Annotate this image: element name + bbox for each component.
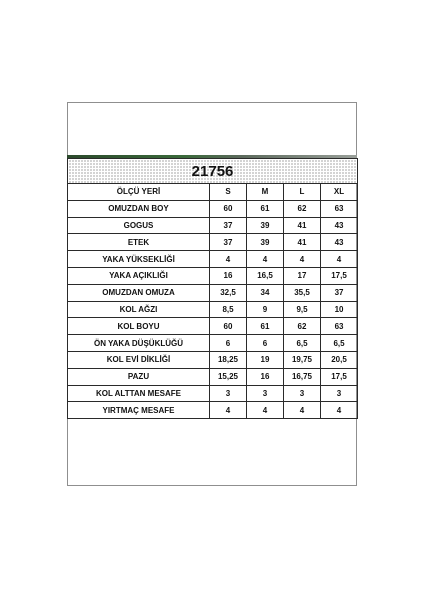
size-value-cell: 6,5 [321, 335, 358, 352]
size-value-cell: 39 [247, 217, 284, 234]
size-value-cell: 9 [247, 301, 284, 318]
table-row [68, 284, 358, 301]
size-value-cell: 17,5 [321, 267, 358, 284]
title-row [68, 159, 358, 184]
size-value-cell: 4 [321, 402, 358, 419]
table-row [68, 251, 358, 268]
row-label: YAKA YÜKSEKLİĞİ [68, 251, 210, 268]
size-value-cell: 39 [247, 234, 284, 251]
size-value-cell: 37 [210, 234, 247, 251]
table-row [68, 234, 358, 251]
size-value-cell: 17,5 [321, 368, 358, 385]
size-value-cell: 4 [210, 402, 247, 419]
size-value-cell: 60 [210, 318, 247, 335]
row-label: PAZU [68, 368, 210, 385]
size-value-cell: 61 [247, 200, 284, 217]
table-row [68, 351, 358, 368]
row-label: ÖN YAKA DÜŞÜKLÜĞÜ [68, 335, 210, 352]
table-row [68, 200, 358, 217]
row-label: OMUZDAN BOY [68, 200, 210, 217]
row-label: KOL ALTTAN MESAFE [68, 385, 210, 402]
row-label: KOL EVİ DİKLİĞİ [68, 351, 210, 368]
size-value-cell: 35,5 [284, 284, 321, 301]
header-cell-measure: ÖLÇÜ YERİ [68, 184, 210, 201]
size-value-cell: 34 [247, 284, 284, 301]
size-value-cell: 60 [210, 200, 247, 217]
size-value-cell: 17 [284, 267, 321, 284]
product-code: 21756 [68, 159, 358, 184]
size-value-cell: 41 [284, 217, 321, 234]
size-value-cell: 32,5 [210, 284, 247, 301]
table-row [68, 402, 358, 419]
row-label: ETEK [68, 234, 210, 251]
size-value-cell: 8,5 [210, 301, 247, 318]
header-cell-l: L [284, 184, 321, 201]
row-label: KOL AĞZI [68, 301, 210, 318]
header-cell-xl: XL [321, 184, 358, 201]
row-label: KOL BOYU [68, 318, 210, 335]
size-value-cell: 4 [210, 251, 247, 268]
size-value-cell: 4 [247, 251, 284, 268]
table-row [68, 217, 358, 234]
size-value-cell: 4 [247, 402, 284, 419]
size-value-cell: 4 [321, 251, 358, 268]
table-row [68, 335, 358, 352]
size-value-cell: 3 [321, 385, 358, 402]
size-value-cell: 6 [210, 335, 247, 352]
size-value-cell: 16 [210, 267, 247, 284]
size-value-cell: 16 [247, 368, 284, 385]
size-value-cell: 19,75 [284, 351, 321, 368]
header-row [68, 184, 358, 201]
table-row [68, 368, 358, 385]
row-label: GOGUS [68, 217, 210, 234]
size-value-cell: 10 [321, 301, 358, 318]
header-cell-m: M [247, 184, 284, 201]
table-row [68, 267, 358, 284]
size-value-cell: 43 [321, 234, 358, 251]
size-value-cell: 43 [321, 217, 358, 234]
size-value-cell: 37 [321, 284, 358, 301]
table-row [68, 318, 358, 335]
size-value-cell: 3 [284, 385, 321, 402]
size-value-cell: 3 [210, 385, 247, 402]
size-value-cell: 61 [247, 318, 284, 335]
size-value-cell: 62 [284, 200, 321, 217]
size-value-cell: 20,5 [321, 351, 358, 368]
size-value-cell: 19 [247, 351, 284, 368]
table-row [68, 301, 358, 318]
size-value-cell: 16,75 [284, 368, 321, 385]
size-value-cell: 4 [284, 251, 321, 268]
size-value-cell: 37 [210, 217, 247, 234]
header-cell-s: S [210, 184, 247, 201]
size-value-cell: 41 [284, 234, 321, 251]
row-label: OMUZDAN OMUZA [68, 284, 210, 301]
row-label: YAKA AÇIKLIĞI [68, 267, 210, 284]
size-value-cell: 63 [321, 318, 358, 335]
size-value-cell: 16,5 [247, 267, 284, 284]
size-value-cell: 9,5 [284, 301, 321, 318]
size-value-cell: 4 [284, 402, 321, 419]
size-value-cell: 15,25 [210, 368, 247, 385]
size-value-cell: 6,5 [284, 335, 321, 352]
size-value-cell: 3 [247, 385, 284, 402]
size-chart-table [67, 158, 358, 419]
size-value-cell: 62 [284, 318, 321, 335]
row-label: YIRTMAÇ MESAFE [68, 402, 210, 419]
table-row [68, 385, 358, 402]
size-value-cell: 6 [247, 335, 284, 352]
size-value-cell: 18,25 [210, 351, 247, 368]
size-value-cell: 63 [321, 200, 358, 217]
